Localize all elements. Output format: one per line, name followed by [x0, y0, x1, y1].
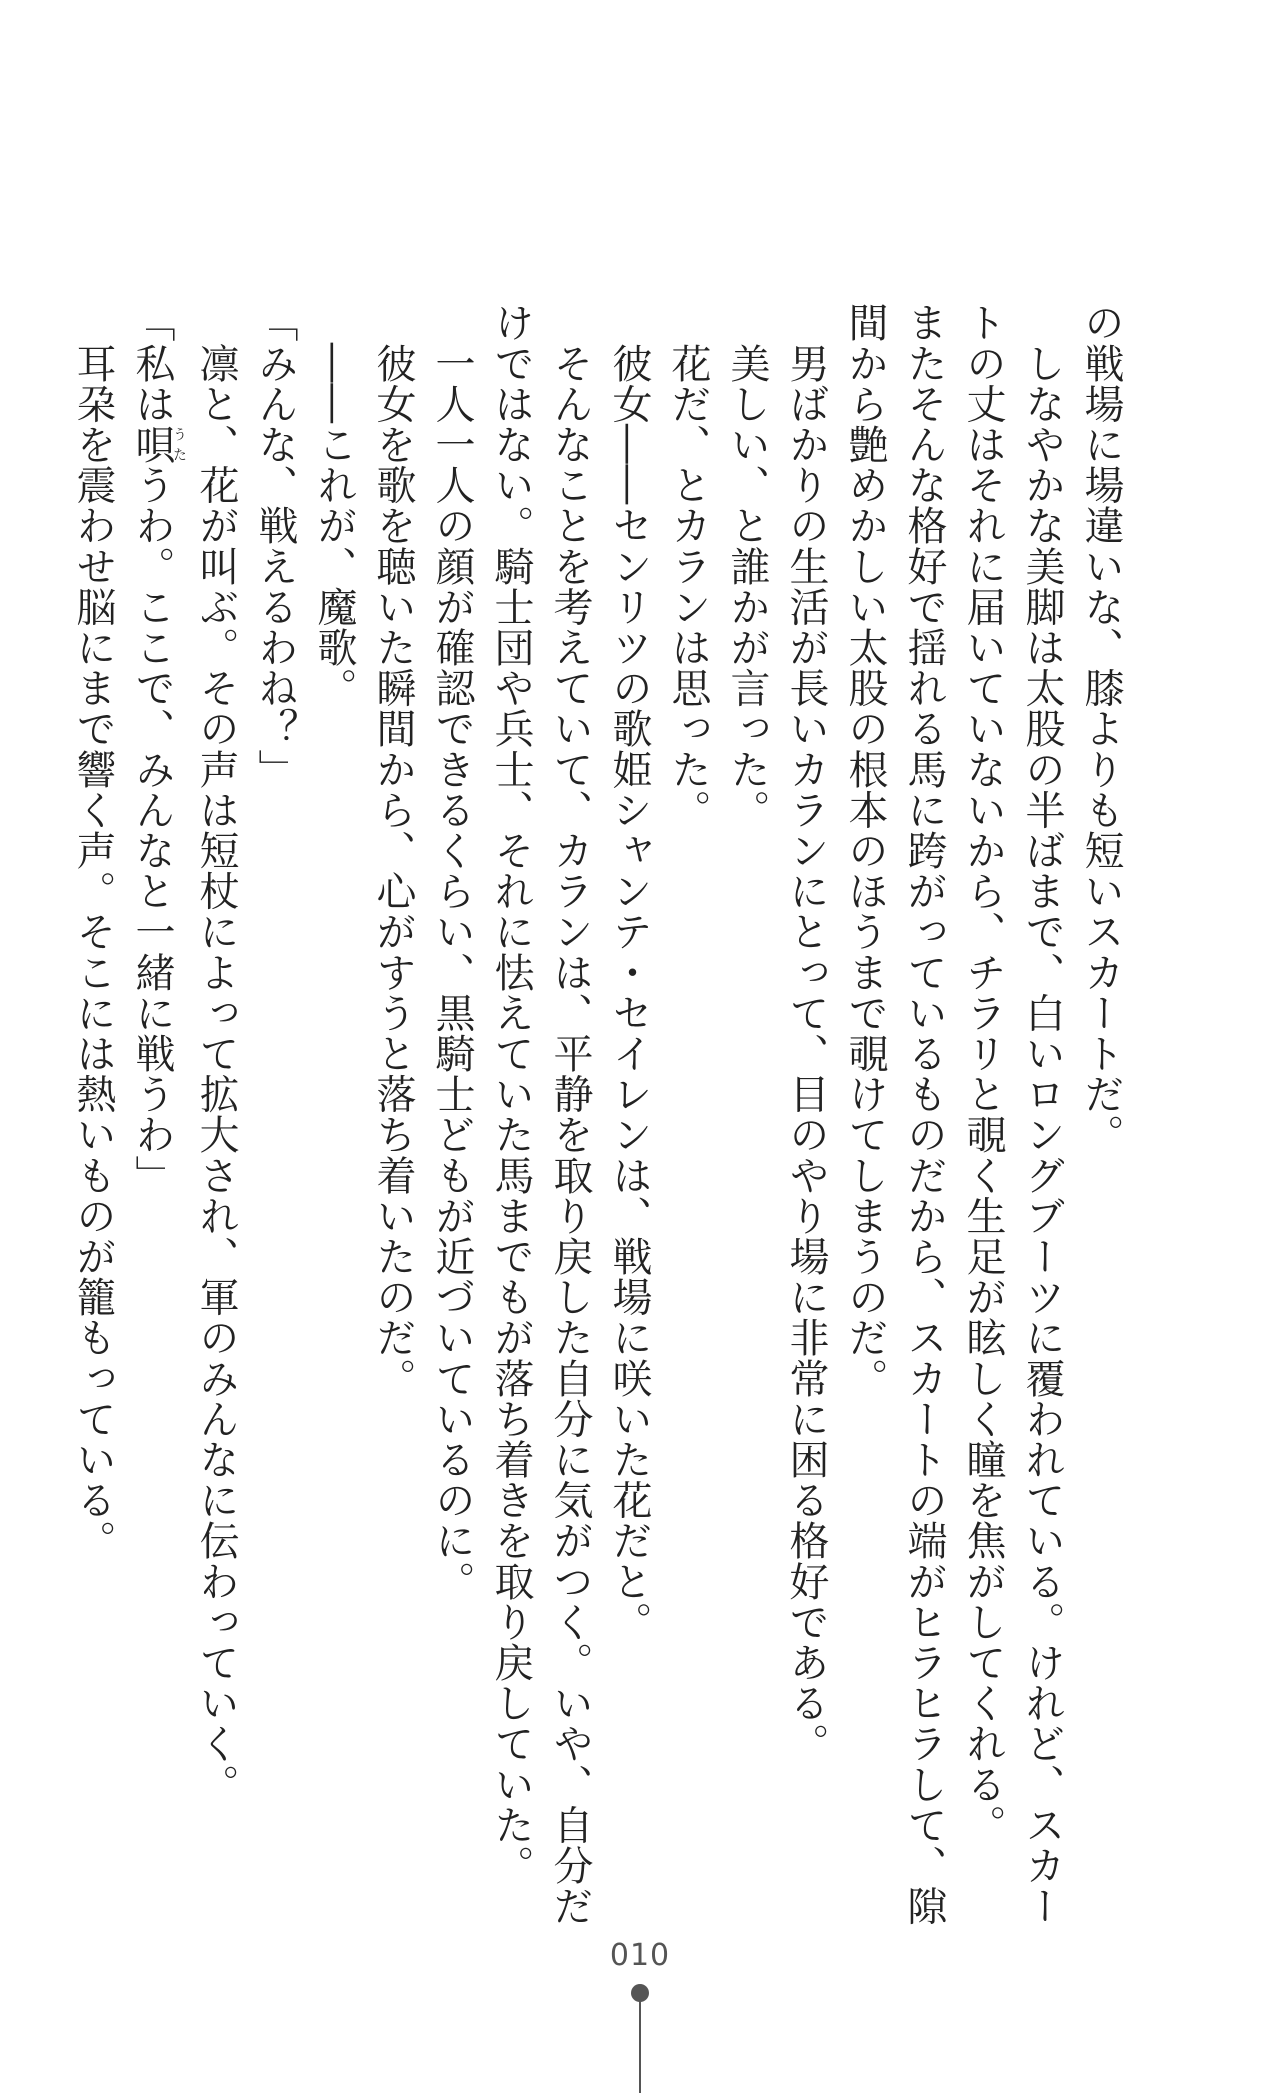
text-line: けではない。騎士団や兵士、それに怯えていた馬までもが落ち着きを取り戻していた。 — [488, 302, 534, 1886]
text-line: ――これが、魔歌。 — [311, 302, 357, 708]
text-line: 凛と、花が叫ぶ。その声は短杖によって拡大され、軍のみんなに伝わっていく。 — [193, 302, 239, 1805]
ruby-annotation: 唄うた — [129, 423, 187, 465]
text-line: 一人一人の顔が確認できるくらい、黒騎士どもが近づいているのに。 — [429, 302, 475, 1602]
text-line: 間から艶めかしい太股の根本のほうまで覗けてしまうのだ。 — [842, 302, 888, 1399]
text-line: 耳朶を震わせ脳にまで響く声。そこには熱いものが籠もっている。 — [70, 302, 116, 1561]
text-line: 「私は唄うたうわ。ここで、みんなと一緒に戦うわ」 — [129, 302, 187, 1196]
text-line: 彼女――センリツの歌姫シャンテ・セイレンは、戦場に咲いた花だと。 — [606, 302, 652, 1642]
marker-line — [639, 1998, 641, 2093]
text-line: の戦場に場違いな、膝よりも短いスカートだ。 — [1078, 302, 1124, 1155]
text-line: 花だ、とカランは思った。 — [665, 302, 711, 830]
text-line: そんなことを考えていて、カランは、平静を取り戻した自分に気がつく。いや、自分だ — [547, 302, 593, 1926]
text-line: しなやかな美脚は太股の半ばまで、白いロングブーツに覆われている。けれど、スカー — [1019, 302, 1065, 1926]
vertical-text-body — [63, 302, 1130, 1926]
page-number-marker — [631, 1984, 649, 2093]
text-line: 美しい、と誰かが言った。 — [724, 302, 770, 830]
text-line: 男ばかりの生活が長いカランにとって、目のやり場に非常に困る格好である。 — [783, 302, 829, 1764]
text-line: 彼女を歌を聴いた瞬間から、心がすうと落ち着いたのだ。 — [370, 302, 416, 1399]
page-number: 010 — [609, 1938, 671, 1973]
text-line: またそんな格好で揺れる馬に跨がっているものだから、スカートの端がヒラヒラして、隙 — [901, 302, 947, 1926]
text-line: 「みんな、戦えるわね？」 — [252, 302, 298, 790]
text-line: トの丈はそれに届いていないから、チラリと覗く生足が眩しく瞳を焦がしてくれる。 — [960, 302, 1006, 1845]
